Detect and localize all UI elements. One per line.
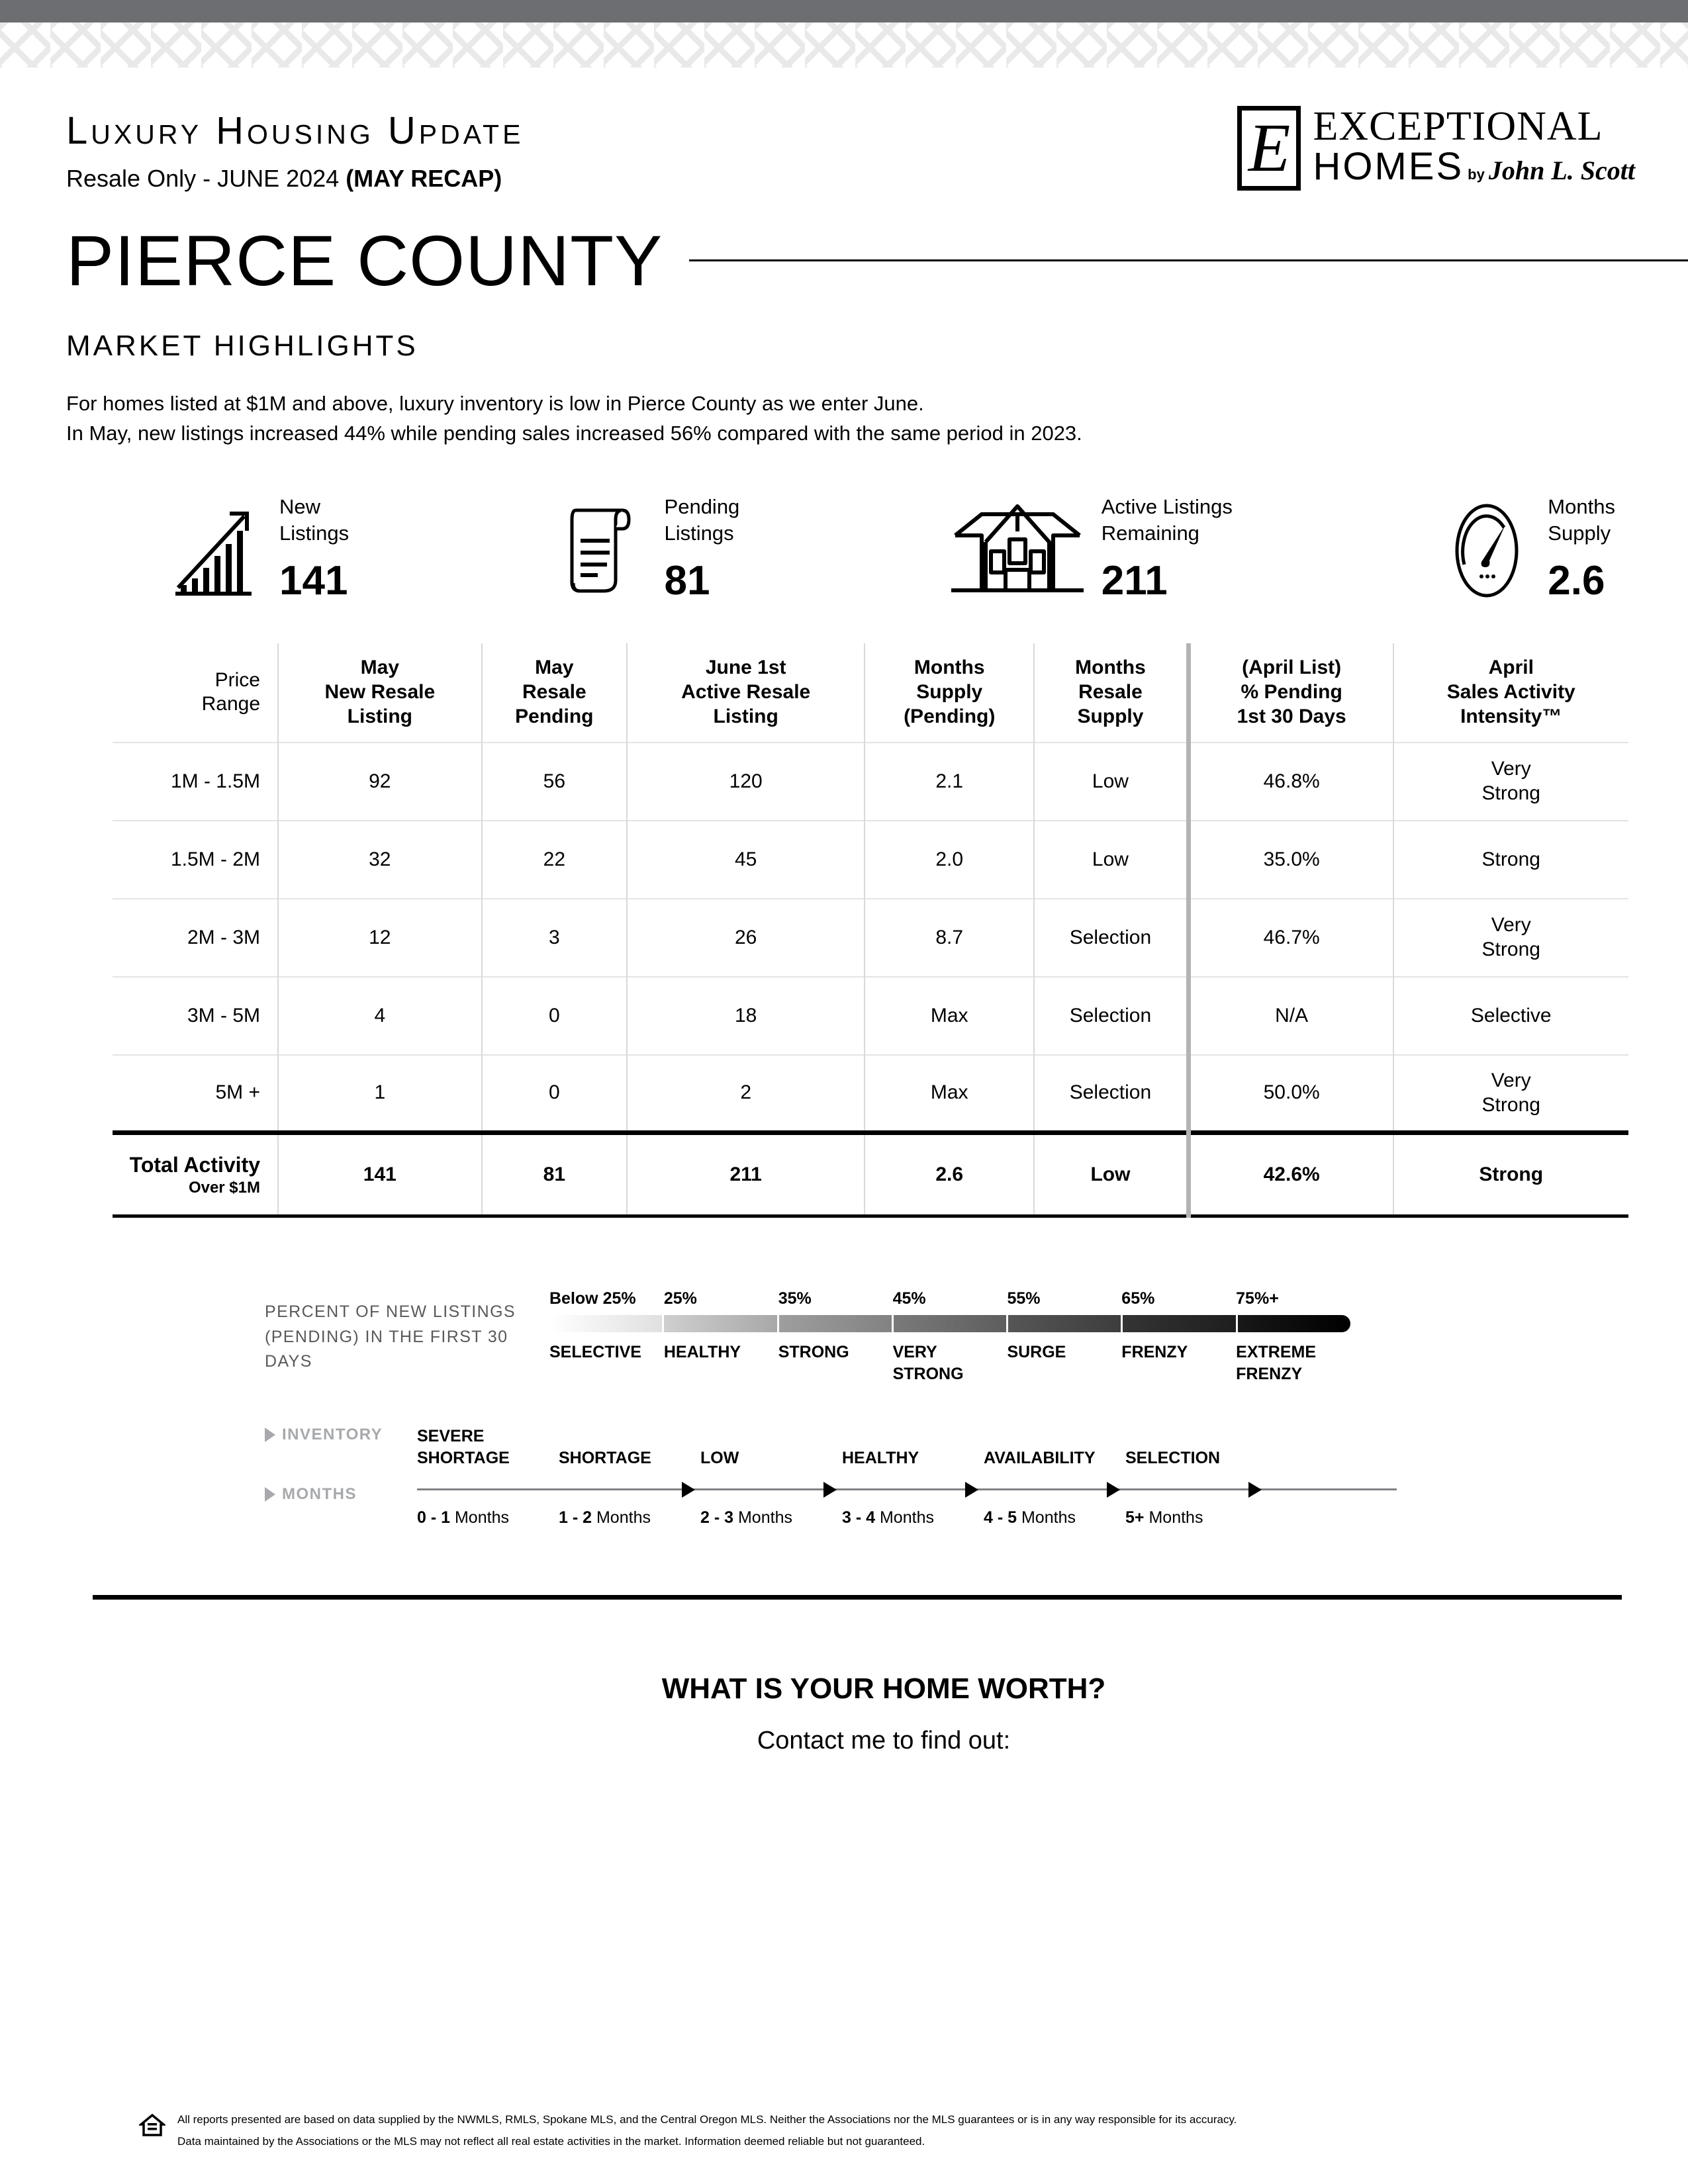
label-line2: STRONG — [892, 1364, 964, 1383]
percent-tick: 25% — [663, 1289, 697, 1308]
inv-line2: SELECTION — [1125, 1448, 1221, 1467]
cell-price-range: 3M - 5M — [113, 977, 278, 1055]
stat-text — [665, 484, 740, 605]
th-line2: Range — [201, 693, 260, 715]
th-sales-activity-intensity — [1393, 643, 1629, 743]
cell-price-range: 2M - 3M — [113, 899, 278, 977]
inventory-label — [559, 1426, 700, 1469]
page-title: Luxury Housing Update — [66, 109, 524, 152]
th-months-supply-pending — [865, 643, 1034, 743]
market-highlights-text — [0, 363, 1688, 449]
stat-text — [279, 484, 349, 605]
stat-label-line2: Supply — [1548, 522, 1611, 545]
gradient-segment — [1123, 1315, 1237, 1332]
label-line1: SURGE — [1007, 1343, 1066, 1362]
inventory-label-row — [417, 1426, 1397, 1469]
stat-label-line2: Remaining — [1101, 522, 1199, 545]
cell-months-supply-pending: 2.1 — [865, 743, 1034, 821]
cell-pending: 22 — [482, 821, 627, 899]
inv-line2: AVAILABILITY — [984, 1448, 1096, 1467]
cell-pct-pending: 46.7% — [1188, 899, 1393, 977]
label-line2: FRENZY — [1236, 1364, 1303, 1383]
cell-intensity — [1393, 977, 1629, 1055]
inv-line1: SEVERE — [417, 1427, 485, 1446]
percent-legend-caption — [265, 1300, 549, 1375]
percent-label-row — [549, 1342, 1350, 1385]
th-line1: Price — [214, 668, 260, 691]
stat-label-line2: Listings — [664, 522, 734, 545]
th-price-range — [113, 643, 278, 743]
footer-text — [177, 2109, 1237, 2152]
subtitle-bold: (MAY RECAP) — [346, 165, 502, 192]
cell-total-months-resale-supply: Low — [1034, 1133, 1188, 1216]
table-row — [113, 821, 1628, 899]
table-header-row — [113, 643, 1628, 743]
inventory-label — [984, 1426, 1125, 1469]
speedometer-gauge-icon — [1440, 484, 1533, 617]
brand-logo — [1237, 102, 1635, 191]
th-line3: Listing — [713, 705, 778, 727]
th-pct-pending-first-30-days — [1188, 643, 1393, 743]
intensity-line1: Very — [1491, 758, 1531, 780]
stat-months-supply — [1440, 484, 1615, 617]
bar-chart-growth-icon — [172, 484, 265, 617]
market-highlights-heading: MARKET HIGHLIGHTS — [66, 330, 418, 362]
th-line1: June 1st — [705, 657, 786, 679]
stat-active-listings — [948, 484, 1233, 617]
footer-line1: All reports presented are based on data supplied by the NWMLS, RMLS, Spokane MLS, and the Central Oregon MLS. Neither the Associations nor the MLS guarantees or is in any way responsible for its accuracy. — [177, 2113, 1237, 2126]
th-june-active-resale-listing — [627, 643, 865, 743]
table-total-row — [113, 1133, 1628, 1216]
inventory-legend-tags — [265, 1426, 417, 1529]
th-line3: Listing — [347, 705, 412, 727]
inv-line1 — [984, 1426, 1125, 1447]
label-line1: STRONG — [778, 1343, 849, 1362]
th-line2: Active Resale — [681, 681, 811, 704]
table-head — [113, 643, 1628, 743]
th-line2: % Pending — [1241, 681, 1342, 704]
th-line2: Supply — [916, 681, 983, 704]
total-label-main: Total Activity — [129, 1153, 260, 1177]
cell-active: 18 — [627, 977, 865, 1055]
cell-months-resale-supply: Selection — [1034, 1055, 1188, 1133]
cell-active: 45 — [627, 821, 865, 899]
percent-label — [1007, 1342, 1121, 1385]
highlight-line-2: In May, new listings increased 44% while pending sales increased 56% compared with the same period in 2023. — [66, 421, 1082, 445]
cell-intensity — [1393, 1055, 1629, 1133]
stat-label-line1: New — [279, 494, 321, 518]
cell-pending: 3 — [482, 899, 627, 977]
th-line3: Intensity™ — [1460, 705, 1562, 727]
gradient-segment — [664, 1315, 778, 1332]
top-gray-bar — [0, 0, 1688, 23]
intensity-line2: Strong — [1481, 938, 1540, 960]
inventory-label — [1125, 1426, 1267, 1469]
th-line2: New Resale — [324, 681, 436, 704]
cell-intensity — [1393, 899, 1629, 977]
logo-second-line — [1313, 147, 1635, 187]
cell-price-range: 1.5M - 2M — [113, 821, 278, 899]
th-line2: Resale — [1078, 681, 1143, 704]
county-name: PIERCE COUNTY — [66, 220, 663, 300]
months-tag — [265, 1485, 417, 1504]
inv-line2: SHORTAGE — [417, 1448, 510, 1467]
cell-pct-pending: 50.0% — [1188, 1055, 1393, 1133]
axis-arrow-icon — [1107, 1482, 1120, 1498]
percent-tick: 65% — [1121, 1289, 1155, 1308]
inventory-label — [842, 1426, 984, 1469]
inventory-tag — [265, 1426, 417, 1444]
months-range: 4 - 5 — [984, 1508, 1017, 1527]
cell-pending: 56 — [482, 743, 627, 821]
axis-arrow-icon — [1248, 1482, 1262, 1498]
stat-pending-listings — [557, 484, 740, 617]
cell-active: 2 — [627, 1055, 865, 1133]
percent-pending-legend — [265, 1289, 1688, 1385]
percent-tick: 45% — [892, 1289, 926, 1308]
stat-row — [0, 449, 1688, 617]
months-label — [1125, 1507, 1267, 1529]
months-range: 5+ — [1125, 1508, 1145, 1527]
months-label-row — [417, 1507, 1397, 1529]
county-rule — [689, 259, 1688, 261]
months-unit: Months — [879, 1508, 934, 1527]
cell-pending: 0 — [482, 977, 627, 1055]
cta-section — [0, 1600, 1688, 1755]
cta-title: WHAT IS YOUR HOME WORTH? — [661, 1672, 1106, 1705]
th-line3: 1st 30 Days — [1237, 705, 1346, 727]
th-line1: Months — [914, 657, 985, 679]
percent-scale — [549, 1289, 1350, 1385]
gradient-segment — [1238, 1315, 1350, 1332]
cell-pct-pending: 35.0% — [1188, 821, 1393, 899]
inv-line1 — [700, 1426, 842, 1447]
triangle-right-icon — [265, 1487, 275, 1502]
th-line3: (Pending) — [904, 705, 996, 727]
cell-months-supply-pending: Max — [865, 977, 1034, 1055]
months-label — [842, 1507, 984, 1529]
stat-value: 211 — [1101, 558, 1168, 604]
page-subtitle — [66, 165, 524, 193]
house-icon — [948, 484, 1087, 617]
intensity-line1: Very — [1491, 914, 1531, 936]
inventory-tag-label: INVENTORY — [282, 1426, 383, 1444]
cell-total-new-listing: 141 — [278, 1133, 482, 1216]
cell-total-pending: 81 — [482, 1133, 627, 1216]
months-label — [984, 1507, 1125, 1529]
inv-line1 — [842, 1426, 984, 1447]
gradient-segment — [779, 1315, 894, 1332]
table-row — [113, 1055, 1628, 1133]
footer-disclaimer — [139, 2109, 1237, 2152]
logo-exceptional: EXCEPTIONAL — [1313, 104, 1603, 149]
market-table-wrap — [0, 617, 1688, 1218]
stat-label-line2: Listings — [279, 522, 350, 545]
chevron-pattern-band — [0, 23, 1688, 68]
total-label-sub: Over $1M — [188, 1179, 260, 1197]
months-unit: Months — [596, 1508, 651, 1527]
axis-arrow-icon — [682, 1482, 695, 1498]
cell-pct-pending: 46.8% — [1188, 743, 1393, 821]
th-line2: Sales Activity — [1446, 681, 1575, 704]
percent-label — [664, 1342, 778, 1385]
table-row — [113, 743, 1628, 821]
months-range: 3 - 4 — [842, 1508, 876, 1527]
cta-subtitle: Contact me to find out: — [757, 1726, 1011, 1754]
months-label — [559, 1507, 700, 1529]
title-block — [66, 102, 524, 193]
months-unit: Months — [737, 1508, 792, 1527]
cell-active: 26 — [627, 899, 865, 977]
cell-total-intensity: Strong — [1479, 1163, 1544, 1186]
th-line3: Pending — [515, 705, 594, 727]
cell-months-resale-supply: Selection — [1034, 977, 1188, 1055]
inventory-label — [700, 1426, 842, 1469]
legend-section — [0, 1218, 1688, 1529]
stat-label-line1: Months — [1548, 494, 1615, 518]
stat-value: 81 — [664, 558, 710, 604]
months-range: 0 - 1 — [417, 1508, 451, 1527]
inv-line2: LOW — [700, 1448, 739, 1467]
cell-new-listing: 32 — [278, 821, 482, 899]
inventory-axis — [417, 1478, 1397, 1500]
percent-label — [1236, 1342, 1350, 1385]
inv-line2: SHORTAGE — [559, 1448, 651, 1467]
logo-homes: HOMES — [1313, 145, 1464, 188]
logo-by: by — [1468, 166, 1485, 183]
months-unit: Months — [1149, 1508, 1203, 1527]
gradient-segment — [549, 1315, 664, 1332]
axis-arrow-icon — [823, 1482, 837, 1498]
cell-intensity — [1393, 821, 1629, 899]
stat-label-line1: Active Listings — [1101, 494, 1233, 518]
intensity-line1: Strong — [1481, 848, 1540, 870]
th-months-resale-supply — [1034, 643, 1188, 743]
axis-arrow-icon — [965, 1482, 978, 1498]
footer-line2: Data maintained by the Associations or the MLS may not reflect all real estate activities in the market. Information deemed reliable but not guaranteed. — [177, 2134, 925, 2148]
months-tag-label: MONTHS — [282, 1485, 357, 1504]
intensity-line2: Strong — [1481, 782, 1540, 804]
cell-pct-pending: N/A — [1188, 977, 1393, 1055]
percent-tick: 35% — [778, 1289, 812, 1308]
intensity-gradient-bar — [549, 1315, 1350, 1332]
months-label — [700, 1507, 842, 1529]
county-heading-row — [0, 193, 1688, 302]
cell-intensity — [1393, 743, 1629, 821]
logo-wordmark — [1313, 106, 1635, 187]
cell-total-active: 211 — [627, 1133, 865, 1216]
inventory-scale — [417, 1426, 1397, 1529]
stat-text — [1102, 484, 1233, 605]
label-line1: VERY — [892, 1343, 937, 1362]
percent-label — [893, 1342, 1008, 1385]
cell-months-supply-pending: 8.7 — [865, 899, 1034, 977]
th-line1: Months — [1075, 657, 1146, 679]
equal-housing-opportunity-icon — [139, 2112, 165, 2138]
cell-new-listing: 4 — [278, 977, 482, 1055]
th-line3: Supply — [1077, 705, 1144, 727]
th-may-new-resale-listing — [278, 643, 482, 743]
inventory-months-legend — [265, 1385, 1688, 1529]
label-line1: HEALTHY — [663, 1343, 741, 1362]
inventory-label — [417, 1426, 559, 1469]
months-label — [417, 1507, 559, 1529]
stat-text — [1548, 484, 1615, 605]
cell-new-listing: 92 — [278, 743, 482, 821]
table-row — [113, 899, 1628, 977]
cell-price-range: 1M - 1.5M — [113, 743, 278, 821]
percent-tick: Below 25% — [549, 1289, 636, 1308]
gradient-segment — [1008, 1315, 1123, 1332]
months-unit: Months — [1021, 1508, 1076, 1527]
cell-months-resale-supply: Low — [1034, 743, 1188, 821]
label-line1: FRENZY — [1121, 1343, 1188, 1362]
page-header — [0, 68, 1688, 193]
table-row — [113, 977, 1628, 1055]
th-line1: May — [535, 657, 574, 679]
stat-label-line1: Pending — [664, 494, 740, 518]
cell-months-supply-pending: Max — [865, 1055, 1034, 1133]
logo-e-mark-icon: E — [1237, 106, 1301, 191]
caption-line1: PERCENT OF NEW LISTINGS — [265, 1302, 516, 1322]
intensity-line1: Selective — [1470, 1004, 1552, 1026]
intensity-line2: Strong — [1481, 1093, 1540, 1116]
th-line1: May — [360, 657, 399, 679]
th-line1: (April List) — [1242, 657, 1342, 679]
cell-months-supply-pending: 2.0 — [865, 821, 1034, 899]
cell-total-months-supply-pending: 2.6 — [865, 1133, 1034, 1216]
cell-months-resale-supply: Selection — [1034, 899, 1188, 977]
cell-active: 120 — [627, 743, 865, 821]
percent-label — [1121, 1342, 1236, 1385]
logo-john-l-scott: John L. Scott — [1488, 156, 1635, 185]
cell-new-listing: 12 — [278, 899, 482, 977]
market-table — [113, 643, 1628, 1218]
cell-price-range: 5M + — [113, 1055, 278, 1133]
inv-line1 — [559, 1426, 700, 1447]
stat-new-listings — [172, 484, 349, 617]
scroll-document-icon — [557, 484, 650, 617]
months-range: 1 - 2 — [559, 1508, 592, 1527]
percent-tick: 55% — [1007, 1289, 1041, 1308]
intensity-line1: Very — [1491, 1069, 1531, 1092]
gradient-segment — [894, 1315, 1008, 1332]
subtitle-plain: Resale Only - JUNE 2024 — [66, 165, 346, 192]
percent-tick: 75%+ — [1236, 1289, 1279, 1308]
th-may-resale-pending — [482, 643, 627, 743]
months-unit: Months — [454, 1508, 509, 1527]
percent-label — [549, 1342, 664, 1385]
inv-line1 — [1125, 1426, 1267, 1447]
th-line2: Resale — [522, 681, 586, 704]
cell-total-label — [113, 1133, 278, 1216]
stat-value: 2.6 — [1548, 558, 1605, 604]
highlight-line-1: For homes listed at $1M and above, luxury inventory is low in Pierce County as we enter June. — [66, 392, 924, 415]
cell-total-pct-pending: 42.6% — [1188, 1133, 1393, 1216]
label-line1: SELECTIVE — [549, 1343, 641, 1362]
th-line1: April — [1488, 657, 1534, 679]
stat-value: 141 — [279, 558, 348, 604]
cell-months-resale-supply: Low — [1034, 821, 1188, 899]
table-body — [113, 743, 1628, 1216]
bottom-divider — [93, 1595, 1622, 1600]
cell-new-listing: 1 — [278, 1055, 482, 1133]
percent-label — [778, 1342, 893, 1385]
cell-pending: 0 — [482, 1055, 627, 1133]
months-range: 2 - 3 — [700, 1508, 734, 1527]
percent-tick-row — [549, 1289, 1350, 1308]
triangle-right-icon — [265, 1428, 275, 1442]
inv-line2: HEALTHY — [842, 1448, 919, 1467]
label-line1: EXTREME — [1236, 1343, 1317, 1362]
caption-line2: (PENDING) IN THE FIRST 30 DAYS — [265, 1327, 508, 1371]
